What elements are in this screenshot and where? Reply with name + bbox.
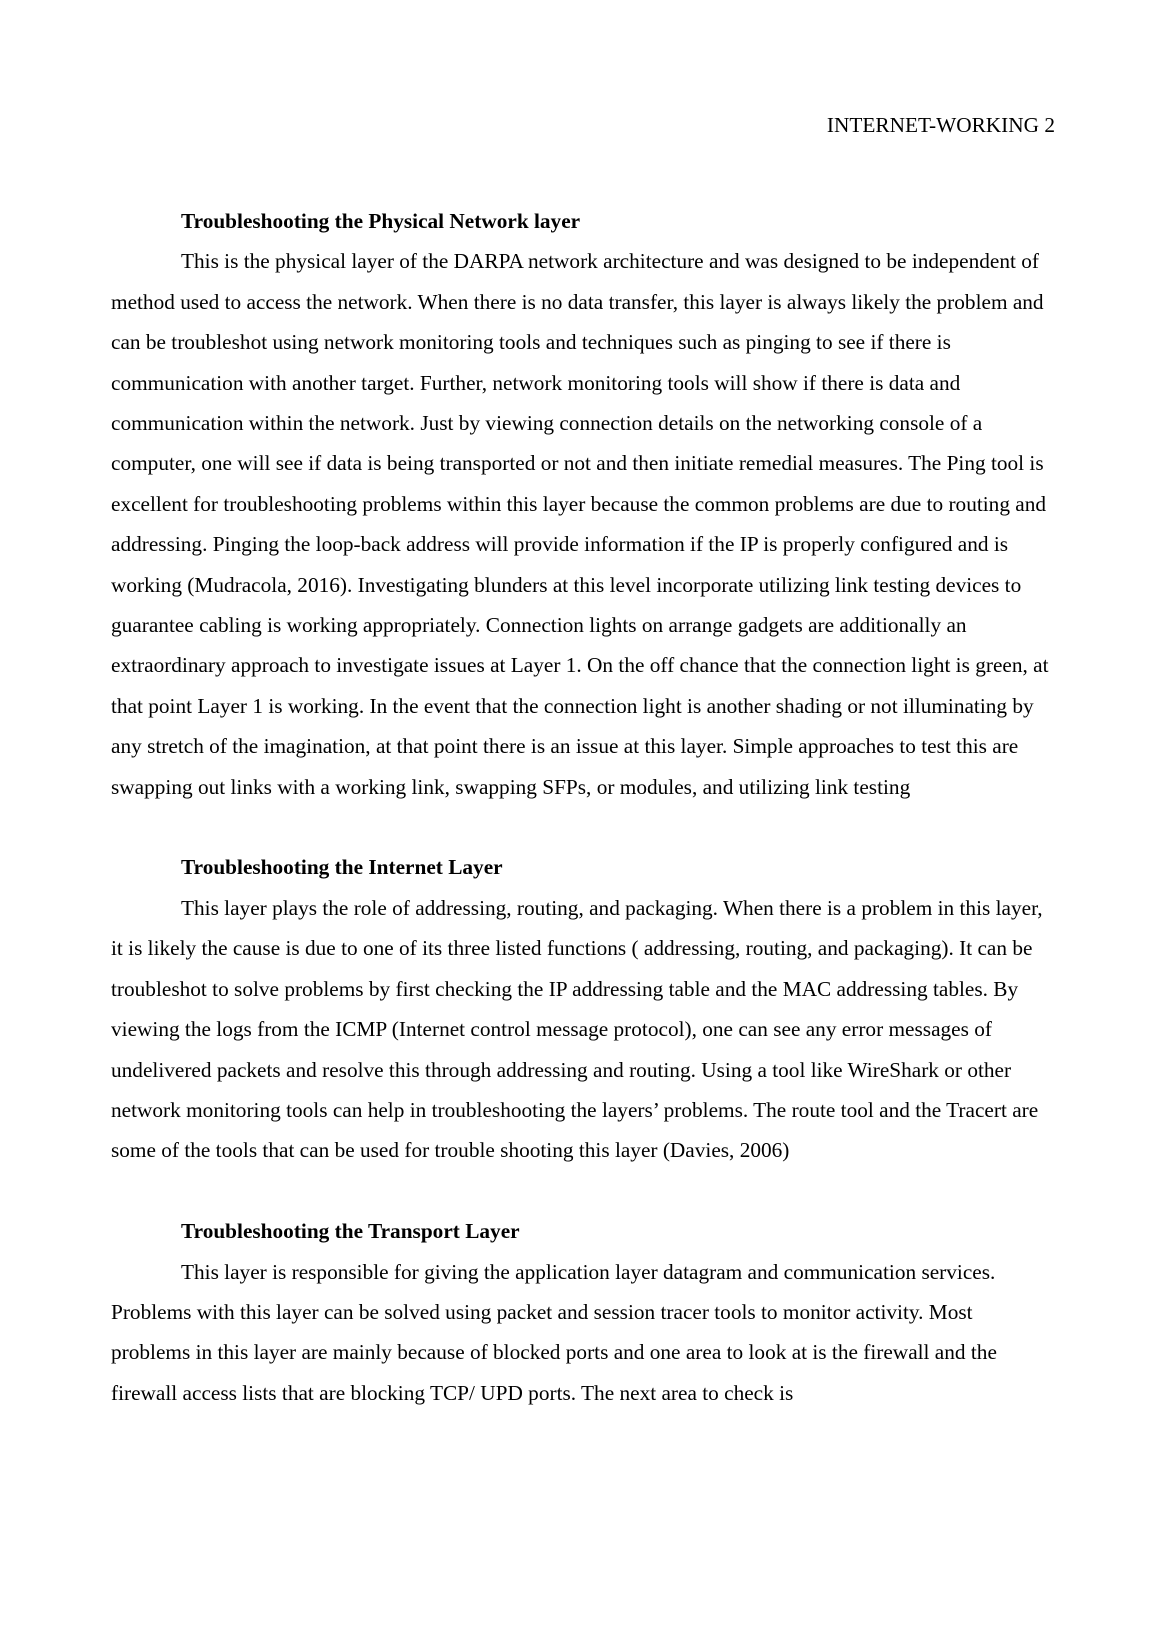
section-transport-layer (111, 1211, 1055, 1413)
section-paragraph: This layer plays the role of addressing, routing, and packaging. When there is a problem in this layer, it is likely the cause is due to one of its three listed functions ( addressing, routing, and packaging). It can be troubleshot to solve problems by first checking the IP addressing table and the MAC addressing tables. By viewing the logs from the ICMP (Internet control message protocol), one can see any error messages of undelivered packets and resolve this through addressing and routing. Using a tool like WireShark or other network monitoring tools can help in troubleshooting the layers’ problems. The route tool and the Tracert are some of the tools that can be used for trouble shooting this layer (Davies, 2006) (111, 895, 1043, 1163)
section-internet-layer (111, 847, 1055, 1170)
section-paragraph: This is the physical layer of the DARPA network architecture and was designed to be independent of method used to access the network. When there is no data transfer, this layer is always likely the problem and can be troubleshot using network monitoring tools and techniques such as pinging to see if there is communication with another target. Further, network monitoring tools will show if there is data and communication within the network. Just by viewing connection details on the networking console of a computer, one will see if data is being transported or not and then initiate remedial measures. The Ping tool is excellent for troubleshooting problems within this layer because the common problems are due to routing and addressing. Pinging the loop-back address will provide information if the IP is properly configured and is working (Mudracola, 2016). Investigating blunders at this level incorporate utilizing link testing devices to guarantee cabling is working appropriately. Connection lights on arrange gadgets are additionally an extraordinary approach to investigate issues at Layer 1. On the off chance that the connection light is green, at that point Layer 1 is working. In the event that the connection light is another shading or not illuminating by any stretch of the imagination, at that point there is an issue at this layer. Simple approaches to test this are swapping out links with a working link, swapping SFPs, or modules, and utilizing link testing (111, 249, 1049, 799)
section-heading: Troubleshooting the Internet Layer (181, 855, 503, 880)
section-heading: Troubleshooting the Physical Network layer (181, 209, 581, 233)
section-gap (111, 1171, 1055, 1211)
section-gap (111, 807, 1055, 847)
section-physical-layer (111, 201, 1055, 807)
section-paragraph: This layer is responsible for giving the application layer datagram and communication services. Problems with this layer can be solved using packet and session tracer tools to monitor activity. Most problems in this layer are mainly because of blocked ports and one area to look at is the firewall and the firewall access lists that are blocking TCP/ UPD ports. The next area to check is (111, 1259, 997, 1405)
running-head: INTERNET-WORKING 2 (826, 113, 1055, 137)
section-heading: Troubleshooting the Transport Layer (181, 1219, 520, 1244)
document-body (111, 201, 1055, 1413)
